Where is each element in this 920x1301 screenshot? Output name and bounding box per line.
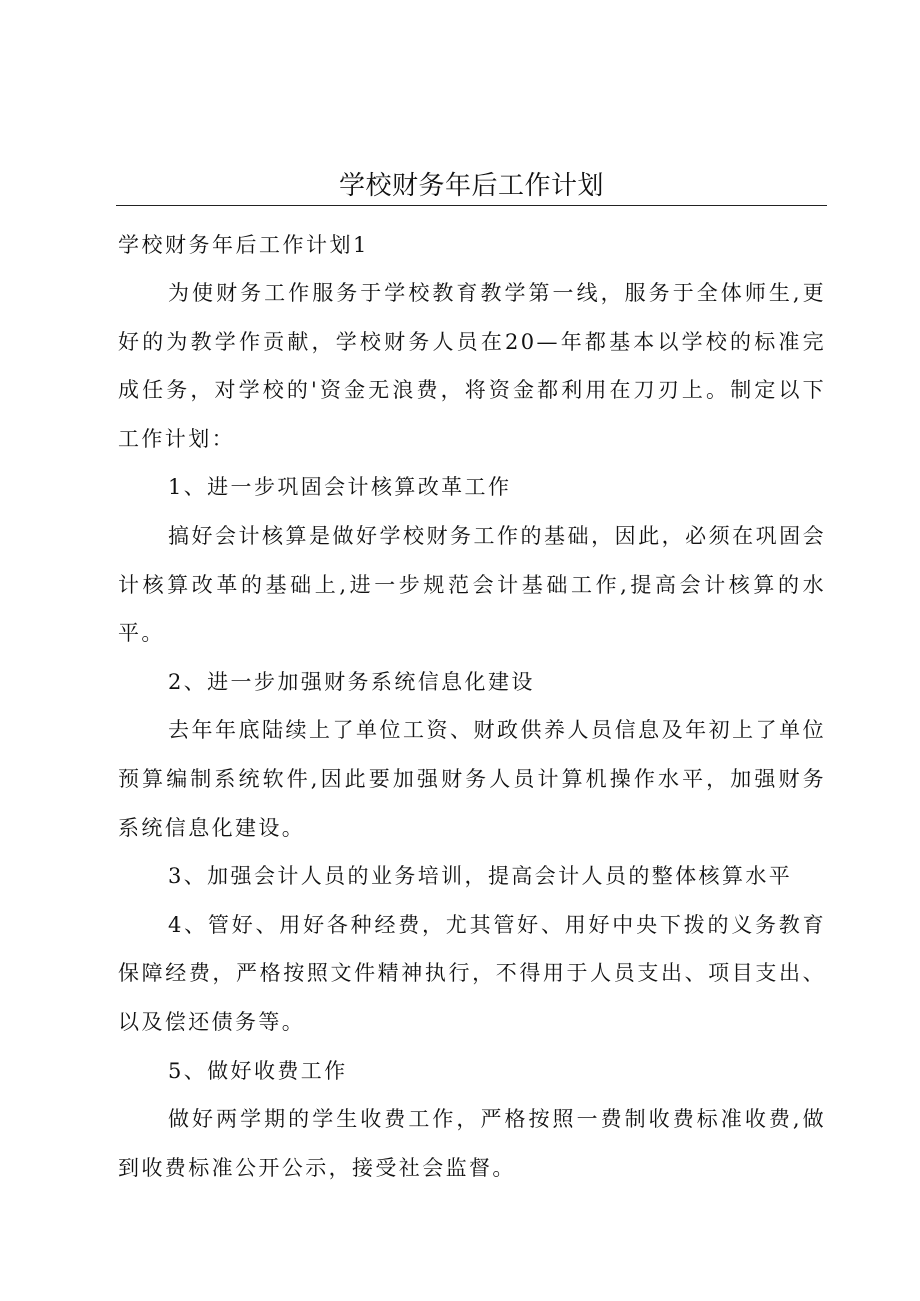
document-title: 学校财务年后工作计划: [338, 171, 604, 201]
section-heading-5: 5、做好收费工作: [168, 1058, 348, 1083]
document-subtitle: 学校财务年后工作计划1: [118, 233, 369, 257]
title-underline: [116, 205, 827, 206]
document-body: [118, 269, 826, 1192]
section-body-1: 搞好会计核算是做好学校财务工作的基础，因此，必须在巩固会计核算改革的基础上,进一步规范会计基础工作,提高会计核算的水平。: [118, 523, 826, 646]
section-heading-1: 1、进一步巩固会计核算改革工作: [168, 475, 512, 500]
section-heading-3: 3、加强会计人员的业务培训，提高会计人员的整体核算水平: [168, 864, 793, 889]
section-body-5: 做好两学期的学生收费工作，严格按照一费制收费标准收费,做到收费标准公开公示，接受社会监督。: [118, 1107, 826, 1180]
section-heading-2: 2、进一步加强财务系统信息化建设: [168, 669, 535, 694]
intro-paragraph: 为使财务工作服务于学校教育教学第一线，服务于全体师生,更好的为教学作贡献，学校财务人员在20—年都基本以学校的标准完成任务，对学校的'资金无浪费，将资金都利用在刀刃上。制定以下工作计划：: [118, 281, 826, 451]
section-heading-4: 4、管好、用好各种经费，尤其管好、用好中央下拨的义务教育保障经费，严格按照文件精神执行，不得用于人员支出、项目支出、以及偿还债务等。: [118, 912, 826, 1034]
section-body-2: 去年年底陆续上了单位工资、财政供养人员信息及年初上了单位预算编制系统软件,因此要加强财务人员计算机操作水平，加强财务系统信息化建设。: [118, 718, 826, 840]
